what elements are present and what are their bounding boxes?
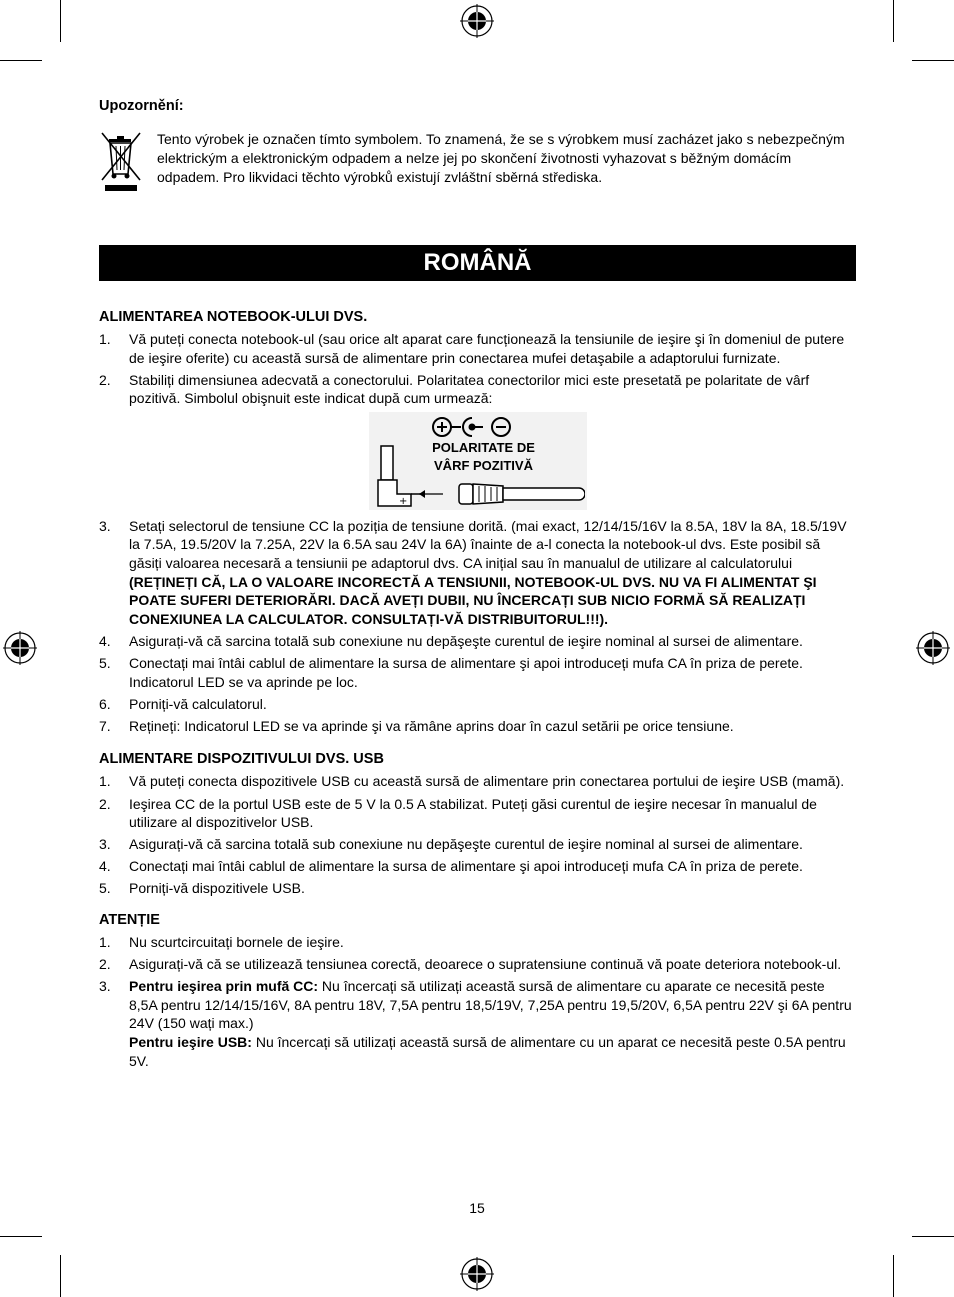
item-number: 1. [99,773,111,790]
crop-mark [893,0,894,42]
registration-mark-icon [3,631,37,665]
polarity-label-line2: VÂRF POZITIVĂ [434,457,533,473]
item-number: 2. [99,371,111,388]
registration-mark-icon [460,1257,494,1291]
item-text: Porniți-vă dispozitivele USB. [129,880,305,897]
language-header: ROMÂNĂ [99,245,856,281]
item-number: 1. [99,933,111,950]
item-number: 2. [99,795,111,812]
list-item [99,977,856,1070]
list-item [99,879,856,898]
item-number: 3. [99,836,111,853]
item-text: Asigurați-vă că se utilizează tensiunea corectă, deoarece o supratensiune continuă vă poate deteriora notebook-ul. [129,956,842,973]
warning-title: Upozornění: [99,98,184,114]
registration-mark-icon [916,631,950,665]
section-title: ATENȚIE [99,911,160,928]
item-text-dc: Nu încercați să utilizați această sursă de alimentare cu aparate ce necesită peste 8,5A pentru 12/14/15/16V, 8A pentru 18V, 7,5A pentru 18,5/19V, 7,25A pentru 19,5/20V, 6,5A pentru 22V şi 6A pentru 24V (150 wați max.) [129,978,852,1032]
item-text-usb: Nu încercați să utilizați această sursă de alimentare cu un aparat ce necesită peste 0.5A pentru 5V. [129,1033,846,1069]
item-text: Ieşirea CC de la portul USB este de 5 V la 0.5 A stabilizat. Puteți găsi curentul de ieşire necesar în manualul de utilizare al dispozitivelor USB. [129,795,817,831]
item-text: Asigurați-vă că sarcina totală sub conexiune nu depăşeşte curentul de ieşire nominal al sursei de alimentare. [129,632,803,649]
list-item [99,654,856,691]
page-content [99,96,856,1074]
item-text [129,977,856,1070]
list-item [99,955,856,974]
item-number: 5. [99,655,111,672]
crop-mark [0,1236,42,1237]
crop-mark [912,1236,954,1237]
polarity-symbol-icon [431,416,513,438]
item-number: 4. [99,632,111,649]
list-item [99,717,856,736]
section-title: ALIMENTARE DISPOZITIVULUI DVS. USB [99,751,384,768]
item-text: Asigurați-vă că sarcina totală sub conexiune nu depăşeşte curentul de ieşire nominal al sursei de alimentare. [129,836,803,853]
item-text: Vă puteți conecta notebook-ul (sau orice alt aparat care funcționează la tensiunile de ieşire şi în domeniul de putere de ieşire oferite) cu această sursă de alimentare prin conectarea mufei detaşabile a adaptorului furnizate. [129,331,845,366]
crop-mark [0,60,42,61]
weee-notice [99,130,856,199]
crop-mark [912,60,954,61]
list-item [99,795,856,832]
item-label-usb: Pentru ieşire USB: [129,1033,252,1050]
item-text: Conectați mai întâi cablul de alimentare la sursa de alimentare şi apoi introduceți mufa CA în priza de perete. Indicatorul LED se va aprinde pe loc. [129,655,803,690]
connector-plug-icon [373,442,585,508]
list-item [99,632,856,651]
list-item [99,835,856,854]
item-text: Stabiliți dimensiunea adecvată a conectorului. Polaritatea conectorilor mici este presetată pe polaritate de vârf pozitivă. Simbolul obişnuit este indicat după cum urmează: [129,371,810,407]
item-number: 7. [99,717,111,734]
item-text-regular: Setați selectorul de tensiune CC la poziția de tensiune dorită. (mai exact, 12/14/15/16V la 8.5A, 18V la 8A, 18.5/19V la 7.5A, 19.5/20V la 7.25A, 22V la 6.5A sau 24V la 6A) înainte de a-l conecta la notebook-ul dvs. Este posibil să găsiți valoarea necesară a tensiunii pe adaptorul dvs. CA inițial sau în manualul de utilizare al calculatorului [129,517,847,572]
item-number: 3. [99,517,111,534]
list-item [99,371,856,408]
item-text: Vă puteți conecta dispozitivele USB cu această sursă de alimentare prin conectarea portului de ieşire USB (mamă). [129,773,845,790]
list-item [99,330,856,367]
list-item [99,517,856,629]
crop-mark [893,1255,894,1297]
item-number: 4. [99,858,111,875]
item-label-dc: Pentru ieşirea prin mufă CC: [129,978,319,995]
list-item [99,857,856,876]
svg-text:+: + [398,495,407,507]
crop-mark [60,0,61,42]
item-number: 3. [99,978,111,995]
item-number: 2. [99,956,111,973]
item-text: Rețineți: Indicatorul LED se va aprinde şi va rămâne aprins doar în cazul setării pe orice tensiune. [129,717,734,734]
item-text [129,517,856,629]
item-number: 6. [99,695,111,712]
page-number: 15 [469,1200,485,1216]
section-title: ALIMENTAREA NOTEBOOK-ULUI DVS. [99,309,368,325]
polarity-label-line1: POLARITATE DE [432,439,535,455]
registration-mark-icon [460,4,494,38]
polarity-diagram [369,412,587,510]
list-item [99,772,856,791]
list-item [99,933,856,952]
item-text-warning: (REȚINEȚI CĂ, LA O VALOARE INCORECTĂ A TENSIUNII, NOTEBOOK-UL DVS. NU VA FI ALIMENTAT ŞI POATE SUFERI DETERIORĂRI. DACĂ AVEȚI DUBII, NU ÎNCERCAȚI SUB NICIO FORMĂ SĂ REALIZAȚI CONEXIUNEA LA CALCULATOR. CONSULTAȚI-VĂ DISTRIBUITORUL!!!). [129,573,817,627]
weee-text: Tento výrobek je označen tímto symbolem. To znamená, že se s výrobkem musí zacházet jako s nebezpečným elektrickým a elektronickým odpadem a nelze jej po skončení životnosti vyhazovat s běžným domácím odpadem. Pro likvidaci těchto výrobků existují zvláštní sběrná střediska. [157,131,845,185]
list-item [99,695,856,714]
polarity-figure [99,412,856,510]
weee-bin-icon [99,130,157,199]
item-number: 5. [99,880,111,897]
item-number: 1. [99,331,111,347]
item-text: Conectați mai întâi cablul de alimentare la sursa de alimentare şi apoi introduceți mufa CA în priza de perete. [129,858,803,875]
crop-mark [60,1255,61,1297]
item-text: Nu scurtcircuitați bornele de ieşire. [129,933,344,950]
item-text: Porniți-vă calculatorul. [129,695,267,712]
